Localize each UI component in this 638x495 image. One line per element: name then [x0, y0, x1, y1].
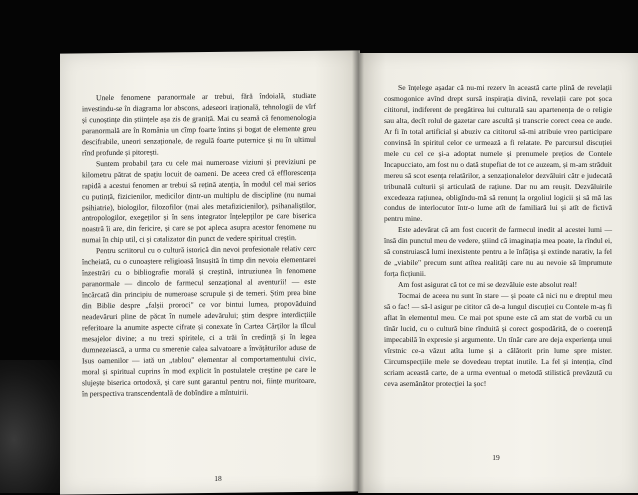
paragraph: Suntem probabil țara cu cele mai numeroase viziuni și previziuni pe kilometru pătrat de spațiu locuit de oameni. De aceea cred că efflorescența rapidă a acestui fenomen ar trebui să rețină atenția, în modul cel mai serios cu putință, fizicienilor, medicilor dintr-un multiplu de discipline (nu numai psihiatrie), biologilor, filozofilor (mai ales metafizicienilor), psihanaliștilor, antropologilor, exegeților și în sens integrator înțelepților pe care biserica noastră îi are, din fericire, și care se pot apleca asupra acestor fenomene nu numai în chip util, ci și catalizator din punct de vedere spiritual creștin. [82, 156, 316, 245]
page-number-left: 18 [214, 473, 222, 483]
page-number-right: 19 [492, 453, 500, 462]
paragraph: Tocmai de aceea nu sunt în stare — și poate că nici nu e dreptul meu să o fac! — să-l asigur pe cititor că de-a lungul discuției cu Contele m-aș fi aflat în elementul meu. Ce mai pot spune este că am stat de vorbă cu un tînăr lucid, cu o cultură bine rînduită și corect gospodărită, de o coerență impecabilă în expresie și argumente. Un tînăr care are deja experiența unui vîrstnic ce-a văzut atîta lume și a călătorit prin lume spre mister. Circumspecțiile mele se dovedeau treptat inutile. La fel și intenția, cînd scriam această carte, de a urma eventual o metodă stilistică prevăzută cu ceva asemănător protecției la șoc! [384, 291, 612, 388]
paragraph: Se înțelege așadar că nu-mi rezerv în această carte plină de revelații cosmogonice avînd drept sursă inspirația divină, revelații care pot șoca cititorul, indiferent de pregătirea lui culturală sau apartenența de o religie sau alta, decît rolul de gazetar care ascultă și transcrie corect ceea ce aude. Ar fi în total artificial și abuziv ca cititorul să-mi atribuie vreo participare convinsă în spiritul celor ce urmează a fi relatate. Pe parcursul discuției mele cu cel ce și-a adoptat numele și prenumele prețios de Contele Incapucciato, am fost nu o dată stupefiat de tot ce auzeam, și m-am străduit mereu să scot esența relatărilor, a senzaționalelor dezvăluiri cătr e judecată tribunală culturii și articulată de rațiune. Dar nu am reușit. Dezvăluirile excedeaza rațiunea, obligîndu-mă să renunț la orgoliul logicii și să mă las condus de interlocutor într-o lume atît de familiară lui și atît de fictivă pentru mine. [384, 83, 612, 224]
right-page-text [384, 83, 612, 390]
right-page [358, 53, 638, 493]
book-gutter [352, 50, 364, 493]
left-page [60, 50, 360, 494]
paragraph: Pentru scriitorul cu o cultură istorică din nevoi profesionale relativ cerc încheiată, cu o cunoaștere religioasă însușită în timp din nevoia elementarei înzestrări cu o bibliografie morală și creștină, intruziunea în fenomene paranormale — dincolo de farmecul senzațional al aventurii! — este încărcată din principiu de numeroase scrupule și de temeri. Știm prea bine din Biblie despre „falșii proroci" ce vor bintui lumea, propovăduind neadevăruri pline de păcat în numele adevărului; știm despre interdicțiile referitoare la anumite aspecte cifrate și conexate în Cartea Cărților la tîlcul mesajelor divine; a nu trezi spiritele, ci a trăi în credință și în legea dumnezeiască, a urma cu smerenie calea salvatoare a învățăturilor aduse de Isus oamenilor — iată un „tablou" elementar al comportamentului civic, moral și spiritual cuprins în mod explicit în postulatele creștine pe care le slujește biserica ortodoxă, și care sunt garantul pentru noi, ființe muritoare, în perspectiva transcendentală de dobîndire a mîntuirii. [82, 244, 316, 399]
left-page-text [82, 91, 316, 400]
paragraph: Este adevărat că am fost cucerit de farmecul inedit al acestei lumi — însă din punctul meu de vedere, știind că imaginația mea poate, la rîndul ei, să construiască lumi inexistente pentru a le înfățișa și extinde narativ, la fel de „viabile" precum sunt atîtea realități care nu au nevoie să împrumute forța ficțiunii. [384, 225, 613, 279]
paragraph: Unele fenomene paranormale ar trebui, fără îndoială, studiate investindu-se în diagrama lor abscons, adeseori irațională, tehnologii de vîrf și cunoștințe din științele așa zis de graniță. Mai cu seamă că fenomenologia paranormală are în România un cîmp foarte întins și bogat de elemente greu descifrabile, uneori senzaționale, de regulă foarte puternice și nu în ultimul rînd profunde și pitorești. [82, 90, 316, 158]
paragraph: Am fost asigurat că tot ce mi se dezvăluie este absolut real! [398, 280, 578, 290]
